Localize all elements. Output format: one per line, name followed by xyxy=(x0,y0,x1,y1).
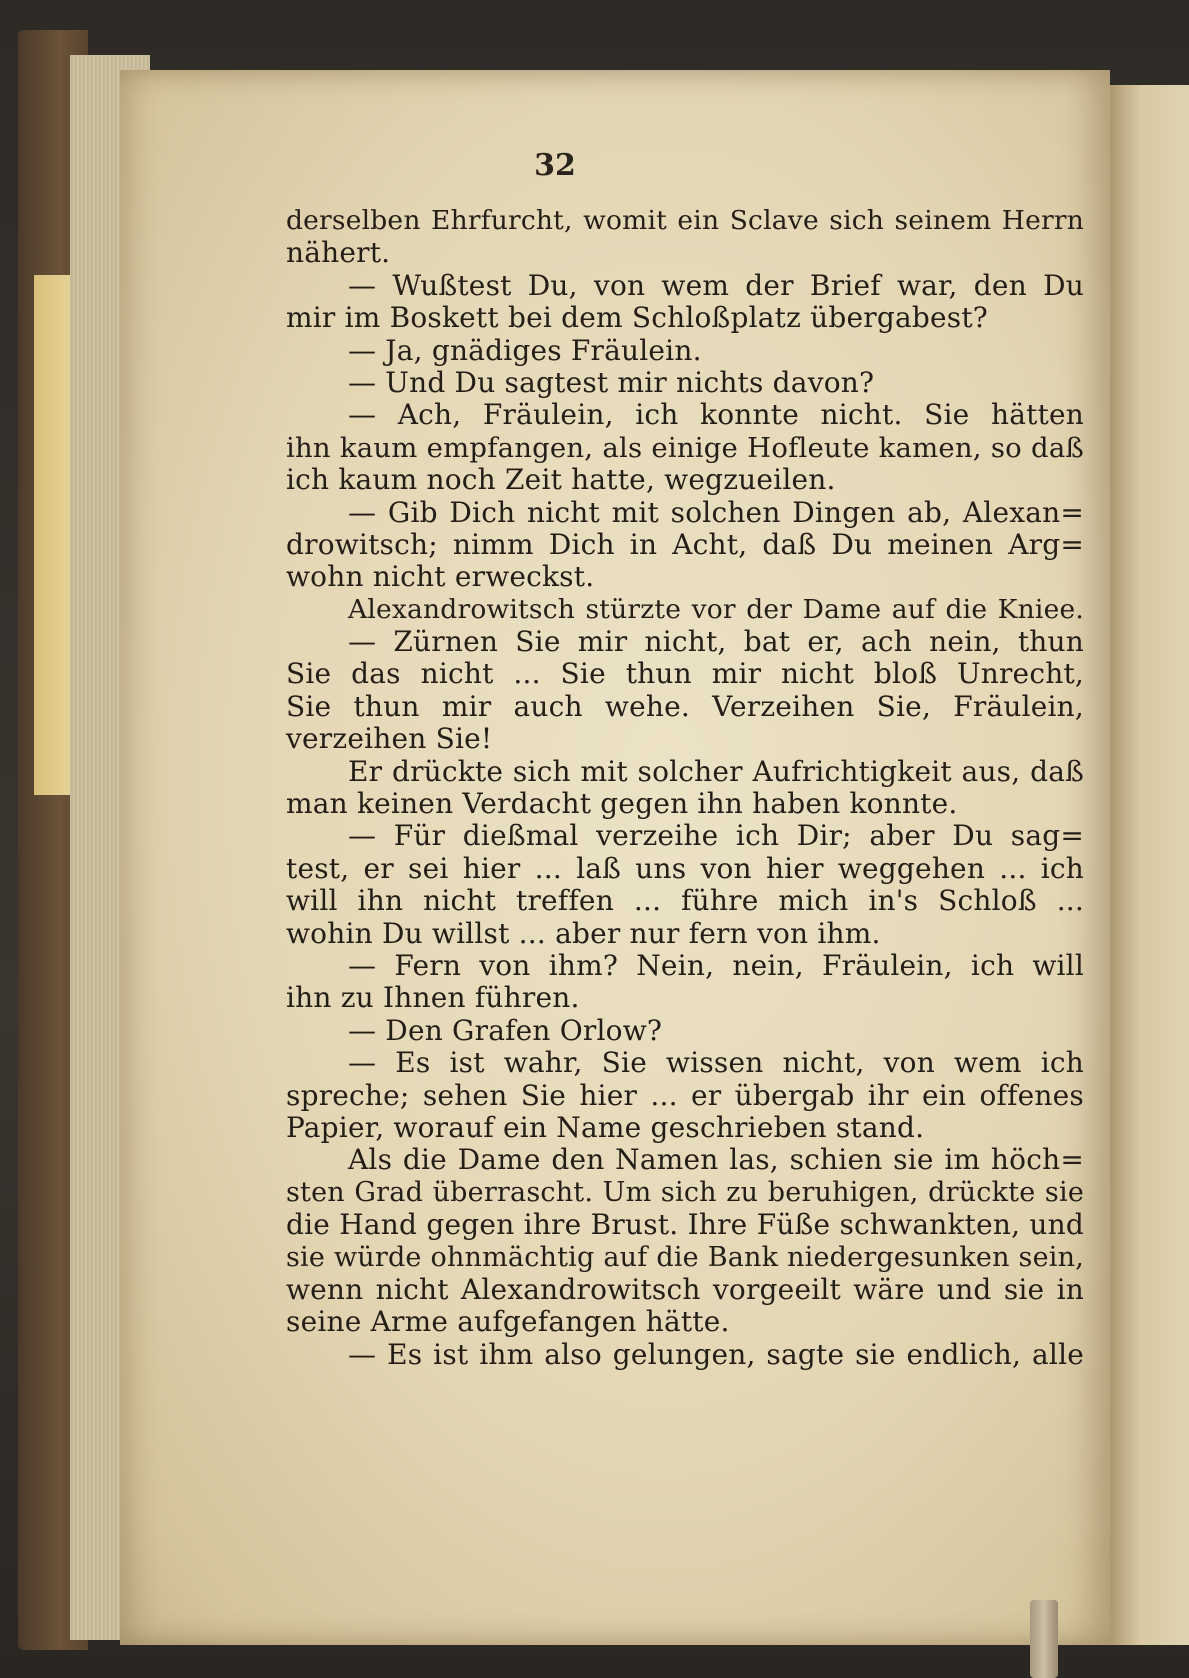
text-line: sten Grad überrascht. Um sich zu beruhigen, drückte sie xyxy=(286,1176,1084,1208)
text-line: ich kaum noch Zeit hatte, wegzueilen. xyxy=(286,463,836,497)
body-text xyxy=(286,205,1084,1371)
text-line: — Gib Dich nicht mit solchen Dingen ab, Alexan= xyxy=(348,495,1084,529)
text-line: Sie thun mir auch wehe. Verzeihen Sie, Fräulein, xyxy=(286,689,1084,723)
text-line: Er drückte sich mit solcher Aufrichtigkeit aus, daß xyxy=(348,754,1084,788)
text-line: — Und Du sagtest mir nichts davon? xyxy=(348,365,875,399)
text-line: mir im Boskett bei dem Schloßplatz übergabest? xyxy=(286,301,988,335)
text-line: nähert. xyxy=(286,236,391,270)
text-line: will ihn nicht treffen ... führe mich in's Schloß ... xyxy=(286,884,1084,918)
text-line: Alexandrowitsch stürzte vor der Dame auf die Kniee. xyxy=(348,593,1084,625)
text-line: ihn zu Ihnen führen. xyxy=(286,981,580,1015)
text-line: derselben Ehrfurcht, womit ein Sclave sich seinem Herrn xyxy=(286,205,1084,236)
text-line: Papier, worauf ein Name geschrieben stand. xyxy=(286,1110,925,1144)
text-line: wohn nicht erweckst. xyxy=(286,560,595,594)
text-line: — Es ist ihm also gelungen, sagte sie endlich, alle xyxy=(348,1337,1084,1371)
text-line: — Fern von ihm? Nein, nein, Fräulein, ich will xyxy=(348,948,1084,982)
text-line: wenn nicht Alexandrowitsch vorgeeilt wäre und sie in xyxy=(286,1272,1084,1306)
facing-page-edge xyxy=(1108,85,1189,1645)
text-line: verzeihen Sie! xyxy=(286,722,493,756)
text-line: drowitsch; nimm Dich in Acht, daß Du meinen Arg= xyxy=(286,527,1084,561)
binding-thread xyxy=(1030,1600,1058,1678)
text-line: ihn kaum empfangen, als einige Hofleute kamen, so daß xyxy=(286,431,1084,464)
book-page xyxy=(120,70,1110,1645)
text-line: — Wußtest Du, von wem der Brief war, den Du xyxy=(348,268,1084,302)
text-line: Sie das nicht ... Sie thun mir nicht bloß Unrecht, xyxy=(286,657,1084,691)
text-line: — Es ist wahr, Sie wissen nicht, von wem ich xyxy=(348,1046,1084,1080)
text-line: — Ja, gnädiges Fräulein. xyxy=(348,333,702,367)
text-line: — Für dießmal verzeihe ich Dir; aber Du sag= xyxy=(348,819,1084,853)
text-line: sie würde ohnmächtig auf die Bank niedergesunken sein, xyxy=(286,1241,1084,1273)
text-line: wohin Du willst ... aber nur fern von ihm. xyxy=(286,916,881,950)
text-line: — Ach, Fräulein, ich konnte nicht. Sie hätten xyxy=(348,398,1084,432)
text-line: Als die Dame den Namen las, schien sie im höch= xyxy=(348,1143,1084,1177)
text-line: man keinen Verdacht gegen ihn haben konnte. xyxy=(286,787,958,821)
text-line: die Hand gegen ihre Brust. Ihre Füße schwankten, und xyxy=(286,1208,1084,1242)
text-line: seine Arme aufgefangen hätte. xyxy=(286,1305,730,1339)
page-number: 32 xyxy=(534,148,576,183)
text-line: — Zürnen Sie mir nicht, bat er, ach nein, thun xyxy=(348,625,1084,659)
text-line: spreche; sehen Sie hier ... er übergab ihr ein offenes xyxy=(286,1078,1084,1112)
text-line: — Den Grafen Orlow? xyxy=(348,1013,663,1047)
text-line: test, er sei hier ... laß uns von hier weggehen ... ich xyxy=(286,851,1084,885)
